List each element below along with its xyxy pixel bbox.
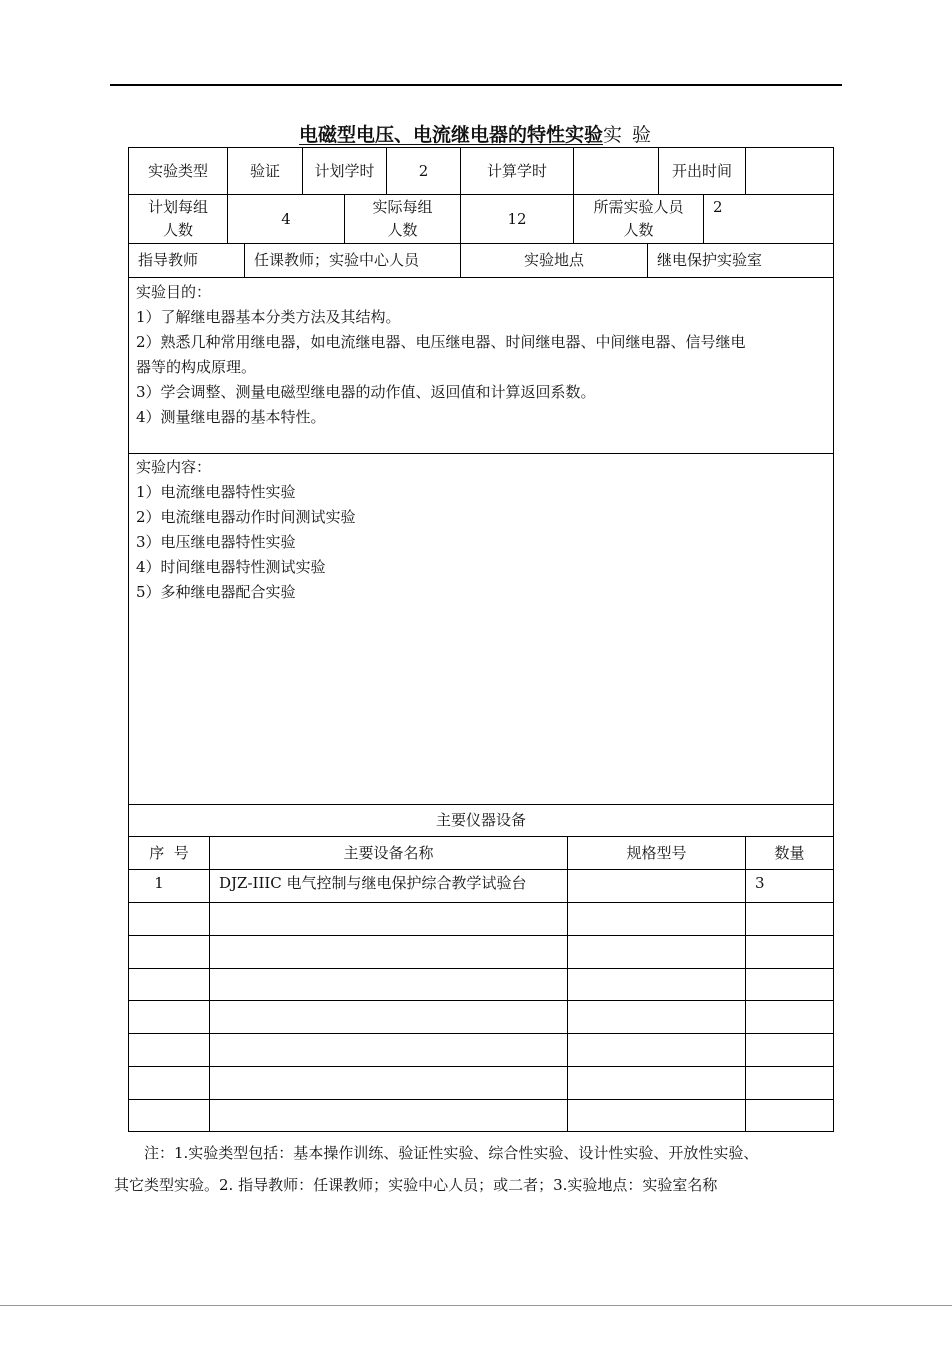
required-staff-label xyxy=(574,195,703,243)
calculated-hours-value xyxy=(574,148,658,194)
footnote-line2: 其它类型实验。2. 指导教师：任课教师；实验中心人员；或二者；3.实验地点：实验室名称 xyxy=(114,1176,718,1194)
actual-group-size-label-line2: 人数 xyxy=(387,221,418,239)
equipment-section-title: 主要仪器设备 xyxy=(435,811,526,829)
purpose-heading: 实验目的： xyxy=(136,283,212,301)
row-no xyxy=(129,1034,209,1066)
required-staff-value: 2 xyxy=(713,198,723,216)
column-header-name: 主要设备名称 xyxy=(343,843,434,862)
row-model xyxy=(568,903,745,935)
planned-hours-label: 计划学时 xyxy=(314,161,375,180)
row-qty xyxy=(746,1001,833,1033)
row-model xyxy=(568,872,745,902)
row-qty xyxy=(746,903,833,935)
row-no xyxy=(129,1001,209,1033)
footnote xyxy=(114,1137,836,1201)
experiment-type-value: 验证 xyxy=(249,161,280,180)
row-model xyxy=(568,1100,745,1131)
row-no xyxy=(129,903,209,935)
row-qty xyxy=(746,1100,833,1131)
actual-group-size-label xyxy=(345,195,460,243)
row-no xyxy=(129,1100,209,1131)
header-rule xyxy=(110,84,842,86)
content-heading: 实验内容： xyxy=(136,458,212,476)
row-no xyxy=(129,936,209,968)
content-line: 5）多种继电器配合实验 xyxy=(136,583,296,601)
row-no xyxy=(129,1067,209,1099)
actual-group-size-value: 12 xyxy=(507,209,527,228)
row-name xyxy=(210,1067,567,1099)
footnote-line1: 注：1.实验类型包括：基本操作训练、验证性实验、综合性实验、设计性实验、开放性实验、 xyxy=(144,1144,759,1162)
row-name xyxy=(210,1001,567,1033)
column-header-model: 规格型号 xyxy=(626,843,687,862)
row-name: DJZ-IIIC 电气控制与继电保护综合教学试验台 xyxy=(219,874,527,892)
row-model xyxy=(568,1067,745,1099)
experiment-type-label: 实验类型 xyxy=(147,161,208,180)
footer-rule xyxy=(0,1305,952,1306)
content-line: 2）电流继电器动作时间测试实验 xyxy=(136,508,356,526)
page-title xyxy=(0,120,952,147)
grid-line xyxy=(128,869,834,870)
row-qty xyxy=(746,1067,833,1099)
purpose-line: 2）熟悉几种常用继电器，如电流继电器、电压继电器、时间继电器、中间继电器、信号继电 xyxy=(136,333,746,351)
row-model xyxy=(568,1001,745,1033)
actual-group-size-label-line1: 实际每组 xyxy=(372,198,433,216)
location-label: 实验地点 xyxy=(523,251,584,269)
row-model xyxy=(568,1034,745,1066)
content-line: 1）电流继电器特性实验 xyxy=(136,483,296,501)
location-value: 继电保护实验室 xyxy=(657,251,763,269)
table-border-right xyxy=(833,147,834,1132)
row-qty xyxy=(746,969,833,1000)
content-section xyxy=(136,455,830,605)
planned-hours-value: 2 xyxy=(418,161,429,180)
required-staff-label-line2: 人数 xyxy=(623,221,654,239)
instructor-value: 任课教师；实验中心人员 xyxy=(254,251,420,269)
row-name xyxy=(210,936,567,968)
content-line: 3）电压继电器特性实验 xyxy=(136,533,296,551)
open-time-value xyxy=(746,148,833,194)
purpose-section xyxy=(136,280,830,430)
row-model xyxy=(568,936,745,968)
grid-line xyxy=(128,1131,834,1132)
row-model xyxy=(568,969,745,1000)
row-qty xyxy=(746,936,833,968)
instructor-label: 指导教师 xyxy=(138,251,199,269)
column-header-qty: 数量 xyxy=(774,843,805,862)
column-header-no: 序 号 xyxy=(149,843,189,862)
row-qty xyxy=(746,1034,833,1066)
row-name xyxy=(210,969,567,1000)
purpose-line: 1）了解继电器基本分类方法及其结构。 xyxy=(136,308,401,326)
row-name xyxy=(210,903,567,935)
row-qty: 3 xyxy=(755,874,765,892)
row-name xyxy=(210,1034,567,1066)
content-line: 4）时间继电器特性测试实验 xyxy=(136,558,326,576)
title-main: 电磁型电压、电流继电器的特性实验 xyxy=(298,124,603,146)
calculated-hours-label: 计算学时 xyxy=(486,161,547,180)
row-no xyxy=(129,969,209,1000)
grid-line xyxy=(128,277,834,278)
planned-group-size-label-line1: 计划每组 xyxy=(147,198,208,216)
row-no: 1 xyxy=(154,874,164,892)
required-staff-label-line1: 所需实验人员 xyxy=(593,198,684,216)
open-time-label: 开出时间 xyxy=(671,161,732,180)
grid-line xyxy=(128,453,834,454)
planned-group-size-label xyxy=(129,195,227,243)
purpose-line: 3）学会调整、测量电磁型继电器的动作值、返回值和计算返回系数。 xyxy=(136,383,596,401)
purpose-line: 4）测量继电器的基本特性。 xyxy=(136,408,326,426)
title-suffix: 实 验 xyxy=(602,124,654,146)
planned-group-size-value: 4 xyxy=(281,209,291,228)
row-name xyxy=(210,1100,567,1131)
purpose-line: 器等的构成原理。 xyxy=(136,358,257,376)
planned-group-size-label-line2: 人数 xyxy=(162,221,193,239)
